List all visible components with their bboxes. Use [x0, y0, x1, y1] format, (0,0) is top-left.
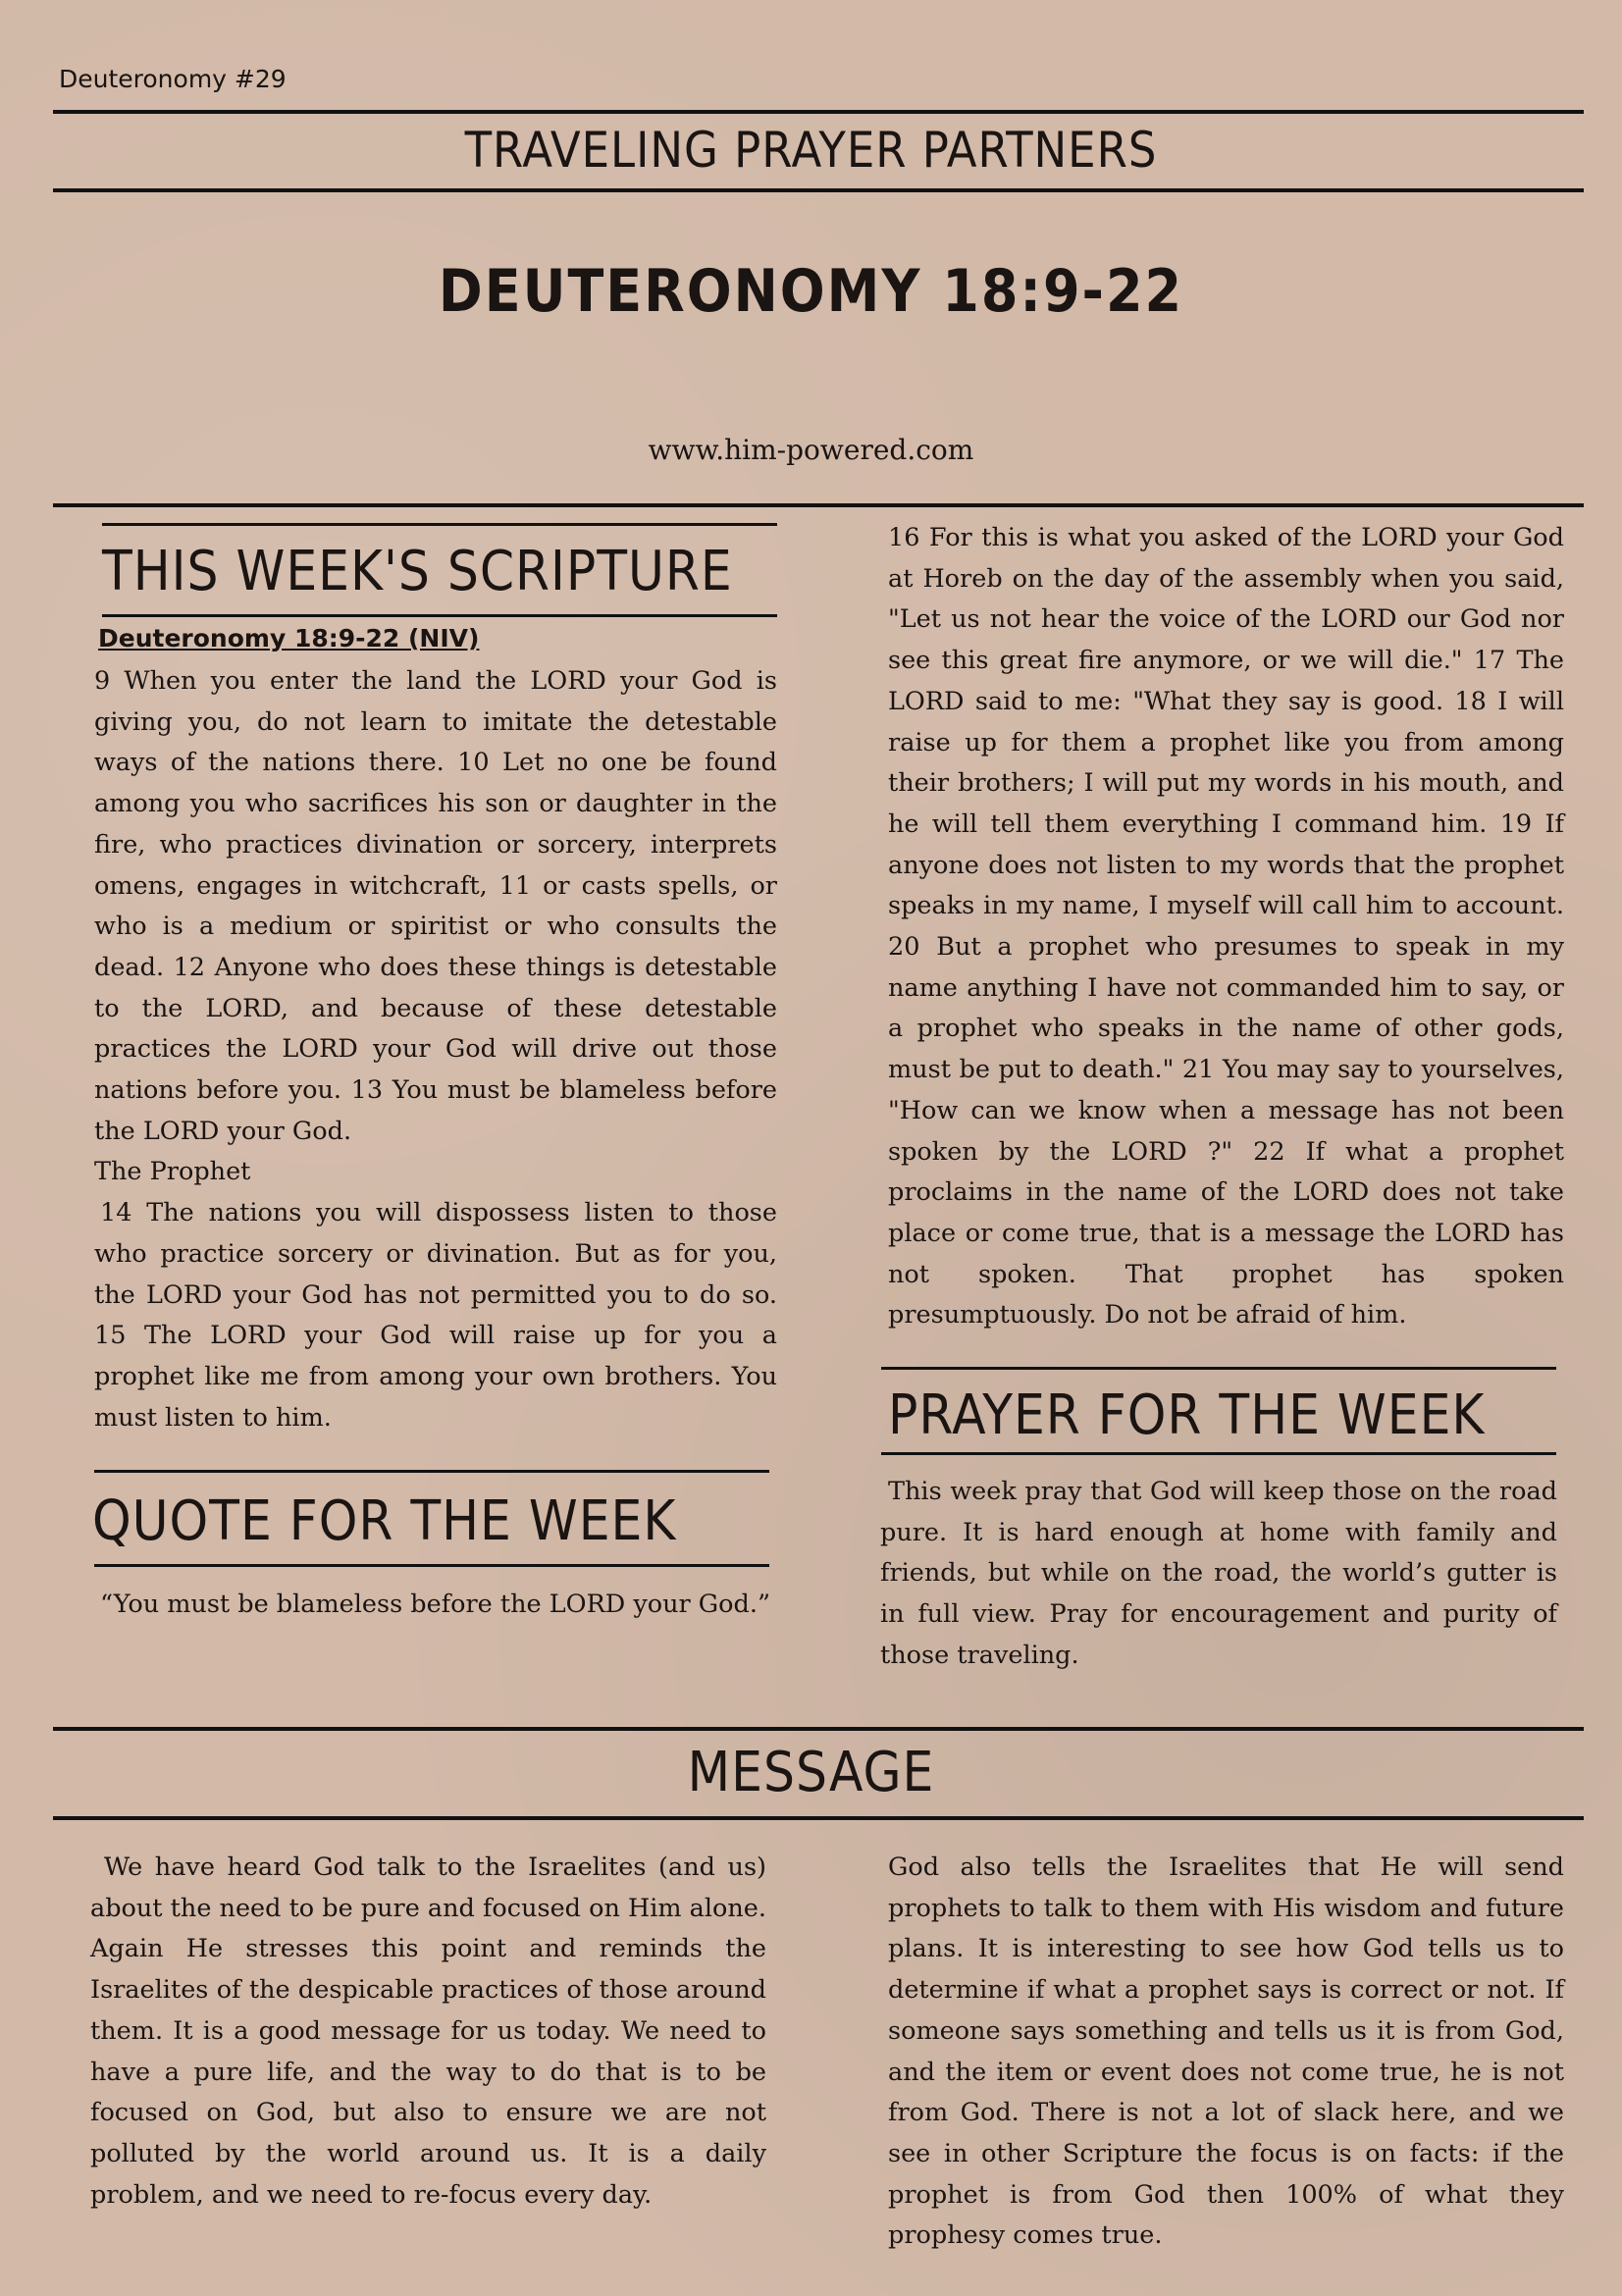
message-rule-bottom [53, 1816, 1584, 1820]
prayer-heading: PRAYER FOR THE WEEK [888, 1383, 1486, 1447]
prayer-rule-top [881, 1367, 1556, 1370]
prayer-text: This week pray that God will keep those on the road pure. It is hard enough at home with family and friends, but while on the road, the world’s gutter is in full view. Pray for encouragement and purity of those traveling. [880, 1477, 1557, 1670]
tagline: TRAVELING PRAYER PARTNERS [464, 122, 1158, 179]
prayer-rule-bottom [881, 1452, 1556, 1455]
scripture-subheading: The Prophet [94, 1157, 251, 1187]
message-rule-top [53, 1727, 1584, 1731]
message-right-text: God also tells the Israelites that He will send prophets to talk to them with His wisdom and future plans. It is interesting to see how God tells us to determine if what a prophet says is correct or not. If someone says something and tells us it is from God, and the item or event does not come true, he is not from God. There is not a lot of slack here, and we see in other Scripture the focus is on facts: if the prophet is from God then 100% of what they prophesy comes true. [888, 1852, 1564, 2251]
scripture-heading: THIS WEEK'S SCRIPTURE [102, 540, 733, 603]
header-rule-mid [53, 188, 1584, 192]
scripture-paragraph-1: 9 When you enter the land the LORD your God is giving you, do not learn to imitate the detestable ways of the nations there. 10 Let no one be found among you who sacrifices his son or daughter in the fire, who practices divination or sorcery, interprets omens, engages in witchcraft, 11 or casts spells, or who is a medium or spiritist or who consults the dead. 12 Anyone who does these things is detestable to the LORD, and because of these detestable practices the LORD your God will drive out those nations before you. 13 You must be blameless before the LORD your God. [94, 666, 777, 1146]
message-heading: MESSAGE [687, 1741, 935, 1804]
message-left-text: We have heard God talk to the Israelites (and us) about the need to be pure and focused on Him alone. Again He stresses this point and reminds the Israelites of the despicable practices of those around them. It is a good message for us today. We need to have a pure life, and the way to do that is to be focused on God, but also to ensure we are not polluted by the world around us. It is a daily problem, and we need to re-focus every day. [90, 1852, 766, 2210]
quote-rule-top [94, 1470, 769, 1473]
scripture-rule-top [102, 523, 777, 526]
scripture-paragraph-2: 14 The nations you will dispossess listen to those who practice sorcery or divination. But as for you, the LORD your God has not permitted you to do so. 15 The LORD your God will raise up for you a prophet like me from among your own brothers. You must listen to him. [94, 1198, 777, 1433]
issue-label: Deuteronomy #29 [59, 65, 287, 93]
scripture-paragraph-3: 16 For this is what you asked of the LORD your God at Horeb on the day of the assembly when you said, "Let us not hear the voice of the LORD our God nor see this great fire anymore, or we will die." 17 The LORD said to me: "What they say is good. 18 I will raise up for them a prophet like you from among their brothers; I will put my words in his mouth, and he will tell them everything I command him. 19 If anyone does not listen to my words that the prophet speaks in my name, I myself will call him to account. 20 But a prophet who presumes to speak in my name anything I have not commanded him to say, or a prophet who speaks in the name of other gods, must be put to death." 21 You may say to yourselves, "How can we know when a message has not been spoken by the LORD ?" 22 If what a prophet proclaims in the name of the LORD does not take place or come true, that is a message the LORD has not spoken. That prophet has spoken presumptuously. Do not be afraid of him. [888, 523, 1564, 1331]
quote-rule-bottom [94, 1564, 769, 1567]
scripture-left-text [94, 661, 777, 1438]
header-rule-top [53, 110, 1584, 114]
scripture-rule-bottom [102, 614, 777, 617]
quote-text: “You must be blameless before the LORD your God.” [100, 1590, 770, 1619]
quote-heading: QUOTE FOR THE WEEK [92, 1489, 677, 1553]
page-title: DEUTERONOMY 18:9-22 [438, 257, 1184, 326]
scripture-reference: Deuteronomy 18:9-22 (NIV) [98, 624, 480, 652]
website-url[interactable]: www.him-powered.com [648, 434, 974, 466]
header-rule-bottom [53, 503, 1584, 507]
